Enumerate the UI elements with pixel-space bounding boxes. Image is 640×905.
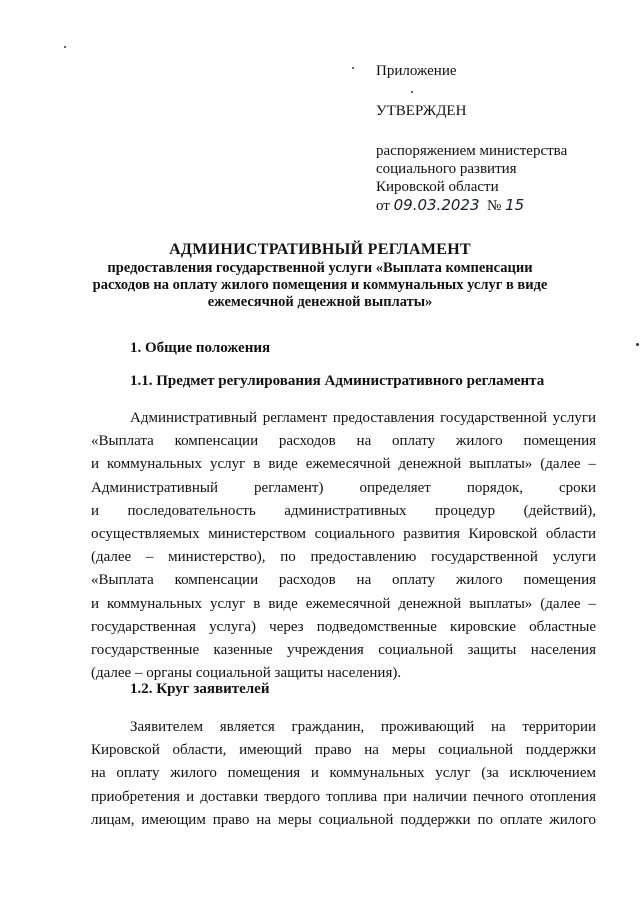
text-line: и коммунальных услуг в виде ежемесячной денежной выплаты» (далее – bbox=[91, 595, 596, 612]
paragraph-applicants bbox=[91, 716, 596, 832]
scan-speck bbox=[636, 343, 639, 346]
text-line: на оплату жилого помещения и коммунальных услуг (за исключением bbox=[91, 765, 596, 782]
order-line: распоряжением министерства bbox=[376, 143, 568, 159]
section-heading-applicants: 1.2. Круг заявителей bbox=[130, 681, 270, 697]
handwritten-date: 09.03.2023 bbox=[393, 196, 480, 214]
date-prefix: от bbox=[376, 198, 390, 214]
text-line: и последовательность административных процедур (действий), bbox=[91, 502, 596, 519]
order-line: Кировской области bbox=[376, 179, 499, 195]
handwritten-number: 15 bbox=[505, 196, 525, 214]
text-line: осуществляемых министерством социального развития Кировской области bbox=[91, 525, 596, 542]
scan-speck bbox=[64, 46, 66, 48]
paragraph-subject bbox=[91, 407, 596, 685]
text-line: приобретения и доставки твердого топлива при наличии печного отопления bbox=[91, 788, 596, 805]
section-heading-subject: 1.1. Предмет регулирования Административного регламента bbox=[130, 373, 545, 389]
text-line: (далее – министерство), по предоставлению государственной услуги bbox=[91, 549, 596, 566]
title-sub-line: предоставления государственной услуги «Выплата компенсации bbox=[107, 260, 533, 276]
number-prefix: № bbox=[487, 198, 502, 214]
text-line: Заявителем является гражданин, проживающий на территории bbox=[130, 719, 596, 735]
scan-speck bbox=[352, 67, 354, 69]
document-title bbox=[60, 240, 580, 311]
text-line: и коммунальных услуг в виде ежемесячной денежной выплаты» (далее – bbox=[91, 456, 596, 473]
text-line: Кировской области, имеющий право на меры социальной поддержки bbox=[91, 742, 596, 759]
text-line: «Выплата компенсации расходов на оплату жилого помещения bbox=[91, 433, 596, 450]
text-line: государственные казенные учреждения социальной защиты населения bbox=[91, 641, 596, 658]
title-sub-line: ежемесячной денежной выплаты» bbox=[207, 294, 433, 310]
title-sub-line: расходов на оплату жилого помещения и коммунальных услуг в виде bbox=[92, 277, 548, 293]
order-date-line bbox=[376, 196, 606, 215]
text-line: государственная услуга) через подведомственные кировские областные bbox=[91, 618, 596, 635]
text-line: Административный регламент предоставления государственной услуги bbox=[130, 410, 596, 426]
approved-label: УТВЕРЖДЕН bbox=[376, 103, 467, 119]
text-line: Административный регламент) определяет порядок, сроки bbox=[91, 479, 596, 496]
text-line: «Выплата компенсации расходов на оплату жилого помещения bbox=[91, 572, 596, 589]
approval-stamp-block bbox=[376, 62, 606, 215]
title-main: АДМИНИСТРАТИВНЫЙ РЕГЛАМЕНТ bbox=[169, 241, 471, 258]
text-line: лицам, имеющим право на меры социальной поддержки по оплате жилого bbox=[91, 811, 596, 828]
appendix-label: Приложение bbox=[376, 63, 457, 79]
text-line: (далее – органы социальной защиты населения). bbox=[91, 665, 402, 682]
order-line: социального развития bbox=[376, 161, 517, 177]
section-heading-general: 1. Общие положения bbox=[130, 340, 271, 356]
